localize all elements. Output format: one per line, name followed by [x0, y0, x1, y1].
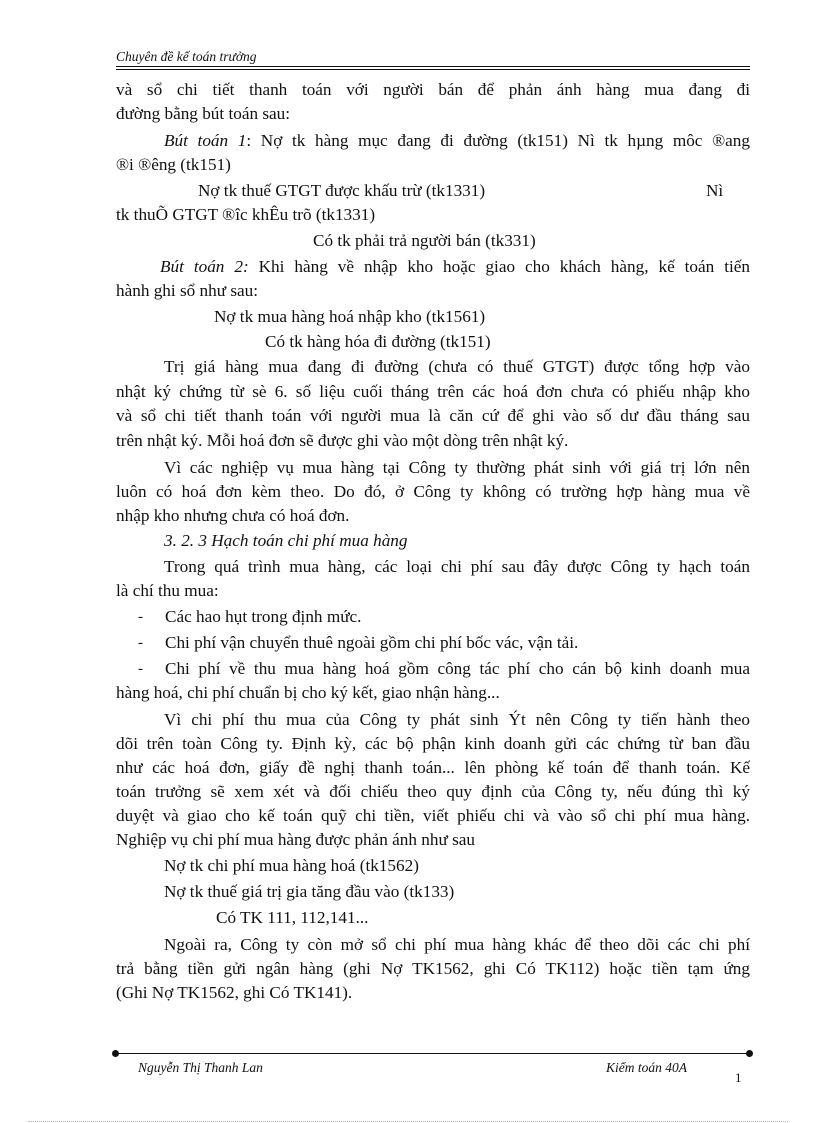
- list-item: Các hao hụt trong định mức.: [165, 607, 362, 626]
- list-item: Chi phí vận chuyển thuê ngoài gồm chi phí bốc vác, vận tải.: [165, 633, 579, 652]
- paragraph-line: dõi trên toàn Công ty. Định kỳ, các bộ phận kinh doanh gửi các chứng từ ban đầu: [116, 734, 750, 753]
- page-number: 1: [735, 1070, 742, 1085]
- journal-debit-line: Nợ tk mua hàng hoá nhập kho (tk1561): [214, 307, 486, 326]
- paragraph-line: Vì chi phí thu mua của Công ty phát sinh Ýt nên Công ty tiến hành theo: [164, 710, 750, 729]
- header-title: Chuyên đề kế toán trưởng: [116, 49, 257, 64]
- entry-1-label: Bút toán 1: [164, 131, 247, 150]
- footer-author: Nguyễn Thị Thanh Lan: [138, 1060, 263, 1075]
- journal-debit-line: Nợ tk chi phí mua hàng hoá (tk1562): [164, 856, 419, 875]
- paragraph-line: Vì các nghiệp vụ mua hàng tại Công ty thường phát sinh với giá trị lớn nên: [164, 458, 750, 477]
- paragraph-line: trả bằng tiền gửi ngân hàng (ghi Nợ TK1562, ghi Có TK112) hoặc tiền tạm ứng: [116, 959, 750, 978]
- paragraph-line: hàng hoá, chi phí chuẩn bị cho ký kết, giao nhận hàng...: [116, 683, 500, 702]
- header-rule-top: [116, 66, 750, 67]
- paragraph-line: đường bằng bút toán sau:: [116, 104, 291, 123]
- paragraph-line: và sổ chi tiết thanh toán với người mua là căn cứ để ghi vào số dư đầu tháng sau: [116, 406, 750, 425]
- paragraph-line: Nghiệp vụ chi phí mua hàng được phản ánh như sau: [116, 830, 475, 849]
- paragraph-line: và sổ chi tiết thanh toán với người bán để phản ánh hàng mua đang đi: [116, 80, 750, 99]
- list-item: Chi phí về thu mua hàng hoá gồm công tác phí cho cán bộ kinh doanh mua: [165, 659, 750, 678]
- paragraph-line: ®i ®êng (tk151): [116, 155, 231, 174]
- journal-credit-line: Có tk hàng hóa đi đường (tk151): [265, 332, 491, 351]
- paragraph-line: như các hoá đơn, giấy đề nghị thanh toán... lên phòng kế toán để thanh toán. Kế: [116, 758, 750, 777]
- journal-debit-line: Nợ tk thuế giá trị gia tăng đầu vào (tk133): [164, 882, 455, 901]
- entry-2-label: Bút toán 2:: [160, 257, 249, 276]
- entry-1-text: : Nợ tk hàng mục đang đi đường (tk151) Nì tk hµng môc ®ang: [246, 131, 750, 150]
- footer-rule-dot-right: [746, 1050, 753, 1057]
- paragraph-line: toán trưởng sẽ xem xét và đối chiếu theo quy định của Công ty, nếu đúng thì ký: [116, 782, 750, 801]
- paragraph-line: tk thuÕ GTGT ®îc khÊu trõ (tk1331): [116, 205, 376, 224]
- page-bottom-rule: [28, 1121, 788, 1122]
- header-rule-bottom: [116, 69, 750, 70]
- journal-credit-line: Có TK 111, 112,141...: [216, 908, 369, 927]
- paragraph-line: nhật ký chứng từ sè 6. số liệu cuối tháng trên các hoá đơn chưa có phiếu nhập kho: [116, 382, 750, 401]
- list-bullet: -: [138, 609, 143, 625]
- paragraph-line: nhập kho nhưng chưa có hoá đơn.: [116, 506, 350, 525]
- list-bullet: -: [138, 635, 143, 651]
- footer-rule: [116, 1053, 750, 1054]
- entry-2-line: [160, 257, 750, 277]
- journal-debit-line: Nợ tk thuế GTGT được khấu trừ (tk1331): [198, 181, 486, 200]
- section-heading: 3. 2. 3 Hạch toán chi phí mua hàng: [164, 531, 408, 550]
- paragraph-line: luôn có hoá đơn kèm theo. Do đó, ở Công ty không có trường hợp hàng mua về: [116, 482, 750, 501]
- entry-2-text: Khi hàng về nhập kho hoặc giao cho khách hàng, kế toán tiến: [248, 257, 750, 276]
- entry-1-line: [164, 131, 750, 151]
- paragraph-line: là chí thu mua:: [116, 581, 219, 600]
- journal-credit-line: Có tk phải trả người bán (tk331): [313, 231, 536, 250]
- paragraph-line: hành ghi sổ như sau:: [116, 281, 259, 300]
- paragraph-line: duyệt và giao cho kế toán quỹ chi tiền, viết phiếu chi và vào sổ chi phí mua hàng.: [116, 806, 750, 825]
- journal-fragment: Nì: [706, 181, 724, 200]
- paragraph-line: trên nhật ký. Mỗi hoá đơn sẽ được ghi vào một dòng trên nhật ký.: [116, 431, 569, 450]
- paragraph-line: Ngoài ra, Công ty còn mở sổ chi phí mua hàng khác để theo dõi các chi phí: [164, 935, 750, 954]
- paragraph-line: Trị giá hàng mua đang đi đường (chưa có thuế GTGT) được tổng hợp vào: [164, 357, 750, 376]
- footer-class: Kiểm toán 40A: [606, 1060, 687, 1075]
- paragraph-line: (Ghi Nợ TK1562, ghi Có TK141).: [116, 983, 353, 1002]
- list-bullet: -: [138, 661, 143, 677]
- paragraph-line: Trong quá trình mua hàng, các loại chi phí sau đây được Công ty hạch toán: [164, 557, 750, 576]
- footer-rule-dot-left: [112, 1050, 119, 1057]
